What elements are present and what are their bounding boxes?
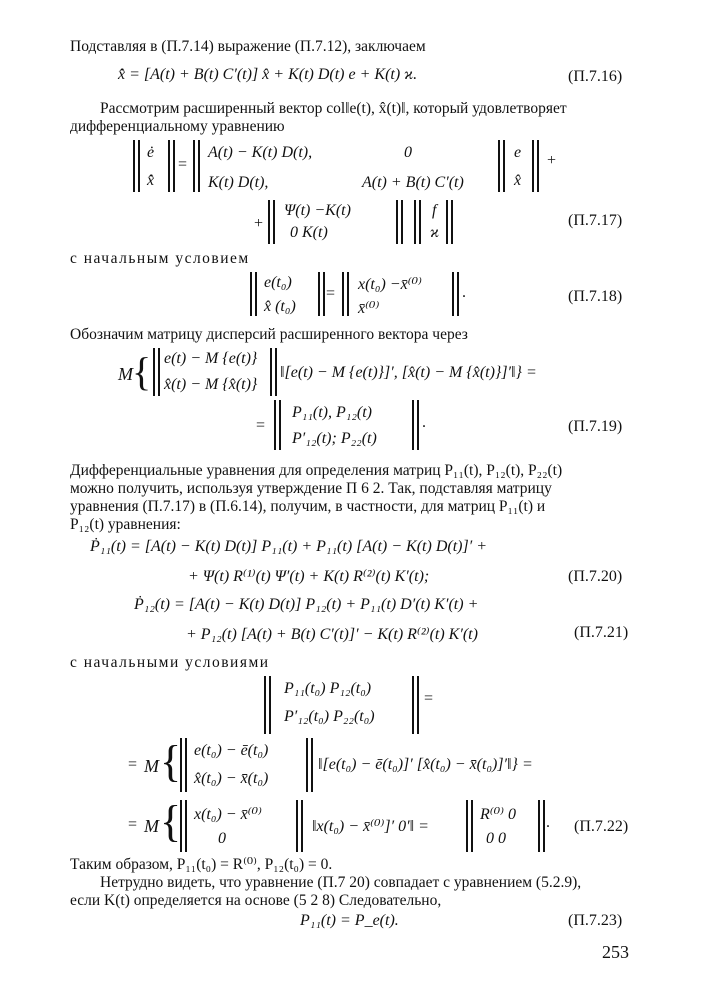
plus-sign: + (547, 152, 557, 169)
norm-bar (279, 400, 281, 450)
eq-label-21: (П.7.21) (574, 624, 629, 641)
brace-left: { (160, 797, 182, 846)
text-line-2a: Рассмотрим расширенный вектор col‖e(t), x̂(t)‖, который удовлетворяет (100, 100, 567, 117)
period: . (422, 414, 426, 431)
expectation-M: M (144, 756, 159, 776)
norm-bar (168, 140, 170, 192)
norm-bar (537, 140, 539, 192)
norm-bar (264, 676, 266, 734)
eq-label-16: (П.7.16) (568, 68, 623, 85)
brace-left: { (132, 349, 152, 394)
text-line-8a: Нетрудно видеть, что уравнение (П.7 20) совпадает с уравнением (5.2.9), (100, 874, 582, 891)
equals-sign: = (178, 156, 188, 173)
vec-e-t0: e(t₀) (264, 274, 292, 291)
norm-bar (180, 800, 182, 852)
equals-sign: = (424, 690, 434, 707)
equation-20-line2: + Ψ(t) R⁽¹⁾(t) Ψ′(t) + K(t) R⁽²⁾(t) K′(t); (188, 568, 430, 585)
vec22b-row2: 0 (218, 830, 226, 847)
norm-bar (532, 140, 534, 192)
norm-bar (250, 272, 252, 316)
norm-bar (396, 200, 398, 244)
vec-e-dot: ė (147, 144, 155, 161)
norm-bar (417, 400, 419, 450)
norm-bar (412, 676, 414, 734)
text-line-6: с начальными условиями (70, 654, 270, 671)
matrix-18-row2: x̄⁽⁰⁾ (358, 300, 380, 317)
matrix-R-row1: R⁽⁰⁾ 0 (480, 806, 517, 823)
vec22-row2: x̂(t₀) − x̄̄(t₀) (194, 770, 269, 787)
transposed-row-22: ‖[e(t₀) − ē(t₀)]′ [x̂(t₀) − x̄̄(t₀)]′‖} = (318, 756, 533, 773)
norm-bar (270, 348, 272, 396)
norm-bar (414, 200, 416, 244)
equation-21-line1: Ṗ₁₂(t) = [A(t) − K(t) D(t)] P₁₂(t) + P₁₁(t) D′(t) K′(t) + (134, 596, 479, 613)
matrix-r2c1: K(t) D(t), (208, 174, 269, 191)
eq-label-23: (П.7.23) (568, 912, 623, 929)
transposed-row-22b: ‖x(t₀) − x̄⁽⁰⁾]′ 0′‖ = (312, 818, 429, 835)
transposed-row-19: ‖[e(t) − M {e(t)}]′, [x̂(t) − M {x̂(t)}]′‖} = (280, 364, 537, 381)
matrix-18-row1: x(t₀) −x̄⁽⁰⁾ (358, 276, 422, 293)
equals-sign: = (326, 285, 336, 302)
norm-bar (471, 800, 473, 852)
page-number: 253 (602, 942, 629, 962)
plus-sign: + (254, 215, 264, 232)
matrix-r2c2: A(t) + B(t) C′(t) (362, 174, 464, 191)
norm-bar (417, 676, 419, 734)
equation-16: x̂̇ = [A(t) + B(t) C′(t)] x̂ + K(t) D(t) e + K(t) ϰ. (118, 66, 418, 83)
norm-bar (446, 200, 448, 244)
text-line-5b: можно получить, используя утверждение П 6 2. Так, подставляя матрицу (70, 480, 552, 497)
norm-bar (323, 272, 325, 316)
equals-sign: = (128, 756, 138, 773)
norm-bar (180, 738, 182, 792)
vec22b-row1: x(t₀) − x̄⁽⁰⁾ (194, 806, 262, 823)
vec-x: x̂ (514, 172, 522, 189)
norm-bar (419, 200, 421, 244)
norm-bar (457, 272, 459, 316)
period: . (462, 284, 466, 301)
norm-bar (153, 348, 155, 396)
matrix-19-row2: P′₁₂(t); P₂₂(t) (292, 430, 377, 447)
norm-bar (255, 272, 257, 316)
text-line-4: Обозначим матрицу дисперсий расширенного вектора через (70, 326, 468, 343)
text-line-7: Таким образом, P₁₁(t₀) = R⁽⁰⁾, P₁₂(t₀) = 0. (70, 856, 333, 873)
expectation-M: M (118, 364, 133, 384)
norm-bar (401, 200, 403, 244)
norm-bar (342, 272, 344, 316)
matrix-19-row1: P₁₁(t), P₁₂(t) (292, 404, 372, 421)
vec19-row2: x̂(t) − M {x̂(t)} (164, 376, 258, 393)
matrix-22-top-row1: P₁₁(t₀) P₁₂(t₀) (284, 680, 372, 697)
norm-bar (466, 800, 468, 852)
text-line-5c: уравнения (П.7.17) в (П.6.14), получим, в частности, для матриц P₁₁(t) и (70, 498, 546, 515)
norm-bar (296, 800, 298, 852)
norm-bar (133, 140, 135, 192)
text-line-5d: P₁₂(t) уравнения: (70, 516, 181, 533)
text-line-3: с начальным условием (70, 250, 250, 267)
eq-label-18: (П.7.18) (568, 288, 623, 305)
matrix-R-row2: 0 0 (486, 830, 506, 847)
norm-bar (198, 140, 200, 192)
norm-bar (412, 400, 414, 450)
eq-label-20: (П.7.20) (568, 568, 623, 585)
norm-bar (269, 676, 271, 734)
norm-bar (275, 348, 277, 396)
matrix-b-row2: 0 K(t) (290, 224, 328, 241)
norm-bar (301, 800, 303, 852)
matrix-b-row1: Ψ(t) −K(t) (284, 202, 351, 219)
norm-bar (158, 348, 160, 396)
period: . (546, 814, 550, 831)
norm-bar (306, 738, 308, 792)
norm-bar (185, 738, 187, 792)
norm-bar (452, 272, 454, 316)
norm-bar (311, 738, 313, 792)
vec-f: f (432, 202, 437, 219)
equation-23: P₁₁(t) = P_e(t). (300, 912, 399, 929)
eq-label-22: (П.7.22) (574, 818, 629, 835)
vec-x-t0: x̂ (t₀) (264, 298, 296, 315)
equals-sign: = (256, 417, 266, 434)
matrix-22-top-row2: P′₁₂(t₀) P₂₂(t₀) (284, 708, 375, 725)
equals-sign: = (128, 816, 138, 833)
equation-21-line2: + P₁₂(t) [A(t) + B(t) C′(t)]′ − K(t) R⁽²⁾(t) K′(t) (186, 626, 478, 643)
norm-bar (274, 400, 276, 450)
equation-20-line1: Ṗ₁₁(t) = [A(t) − K(t) D(t)] P₁₁(t) + P₁₁(t) [A(t) − K(t) D(t)]′ + (90, 538, 487, 555)
brace-left: { (160, 737, 182, 786)
norm-bar (538, 800, 540, 852)
expectation-M: M (144, 816, 159, 836)
eq-label-17: (П.7.17) (568, 212, 623, 229)
norm-bar (498, 140, 500, 192)
norm-bar (347, 272, 349, 316)
text-line-2b: дифференциальному уравнению (70, 118, 285, 135)
norm-bar (451, 200, 453, 244)
norm-bar (503, 140, 505, 192)
text-line-5a: Дифференциальные уравнения для определения матриц P₁₁(t), P₁₂(t), P₂₂(t) (70, 462, 563, 479)
norm-bar (185, 800, 187, 852)
vec-e: e (514, 144, 522, 161)
vec-kappa: ϰ (430, 224, 439, 241)
norm-bar (173, 140, 175, 192)
norm-bar (193, 140, 195, 192)
norm-bar (318, 272, 320, 316)
norm-bar (268, 200, 270, 244)
text-line-8b: если K(t) определяется на основе (5 2 8) Следовательно, (70, 892, 442, 909)
norm-bar (273, 200, 275, 244)
norm-bar (543, 800, 545, 852)
text-line-1: Подставляя в (П.7.14) выражение (П.7.12), заключаем (70, 38, 426, 55)
vec19-row1: e(t) − M {e(t)} (164, 350, 258, 367)
vec-x-dot: x̂̇ (147, 172, 155, 189)
matrix-r1c1: A(t) − K(t) D(t), (208, 144, 313, 161)
eq-label-19: (П.7.19) (568, 418, 623, 435)
matrix-r1c2: 0 (404, 144, 412, 161)
vec22-row1: e(t₀) − ē(t₀) (194, 742, 269, 759)
norm-bar (138, 140, 140, 192)
